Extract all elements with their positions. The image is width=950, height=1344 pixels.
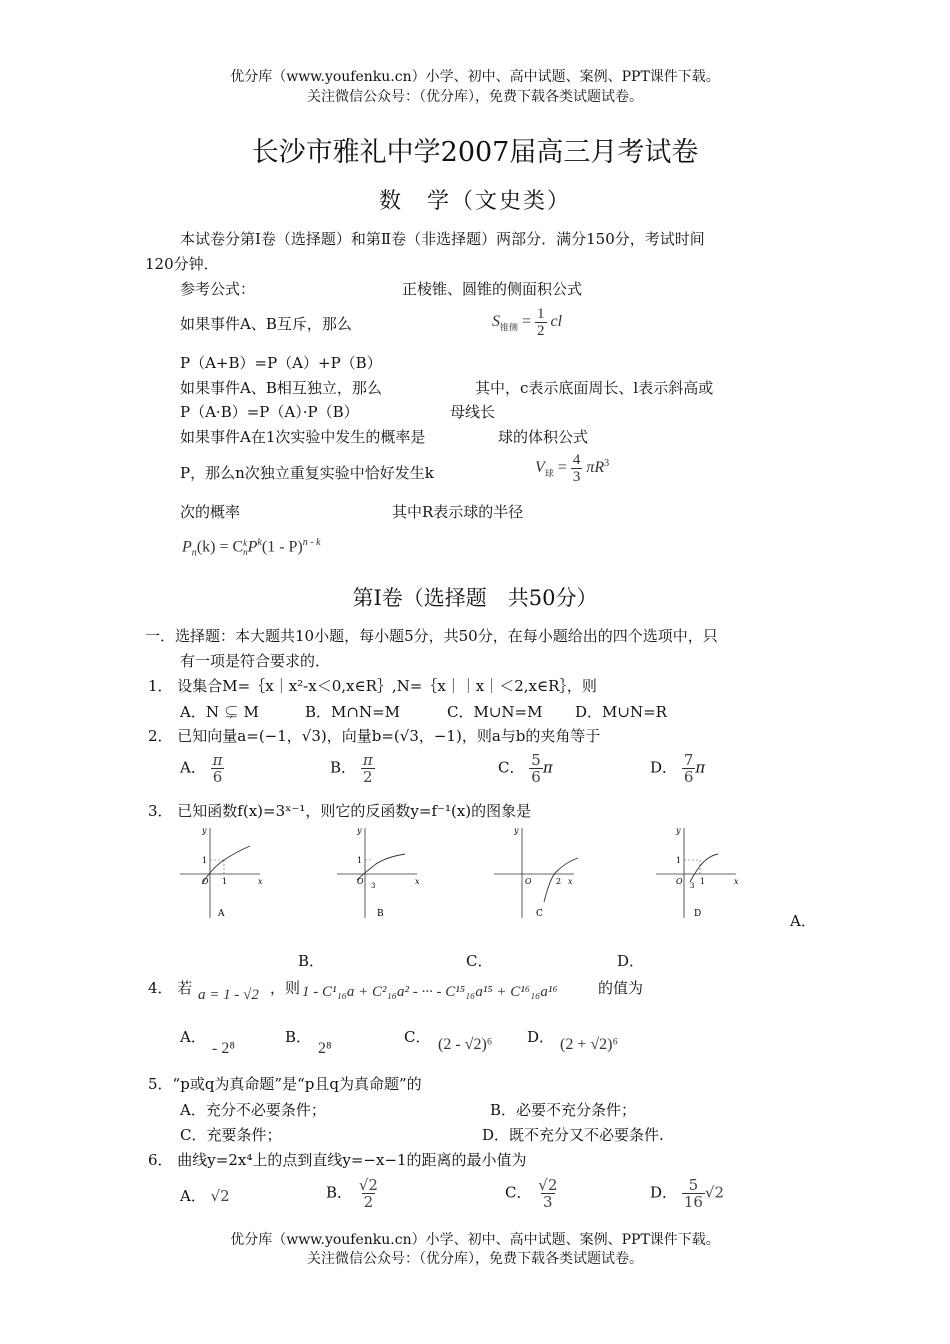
q3-graph-a: [178, 822, 268, 922]
q6-c-den: 3: [543, 1193, 553, 1211]
cone-formula: [492, 306, 562, 339]
q6-b-label: B．: [326, 1183, 353, 1202]
cone-fraction: [535, 306, 547, 339]
q6-c-num: √2: [538, 1176, 558, 1194]
sphere-title: 球的体积公式: [498, 428, 589, 446]
q5-option-a: A．充分不必要条件；: [180, 1101, 326, 1119]
q2-b-frac: [361, 752, 375, 785]
q2-option-c: [498, 752, 553, 785]
sphere-sub: 球: [544, 468, 554, 479]
graph-c-origin: O: [525, 877, 532, 886]
q4-b-value: 2⁸: [318, 1040, 332, 1057]
q1-option-d: D．M∪N=R: [575, 703, 667, 721]
cone-rhs: cl: [550, 313, 563, 331]
q5-option-b: B．必要不充分条件；: [490, 1101, 637, 1119]
q3-graph-d: [654, 822, 744, 922]
q2-a-num: π: [212, 751, 223, 769]
graph-b-origin: O: [357, 877, 364, 886]
q6-option-d: [650, 1177, 724, 1210]
binom-tail: (1 - P): [261, 538, 303, 556]
cone-eq: =: [522, 313, 532, 331]
q4-stem-mid: ，则: [270, 979, 301, 997]
cone-num: 1: [537, 306, 545, 322]
q6-a-value: √2: [210, 1187, 230, 1205]
graph-a-origin: O: [202, 877, 209, 886]
q3-option-c: C．: [466, 952, 493, 970]
graph-a-tick-1y: 1: [202, 856, 208, 865]
q3-graph-c: [492, 822, 582, 922]
graph-a-tick-1x: 1: [222, 877, 228, 886]
q2-a-frac: [211, 752, 225, 785]
binom-c-sup: k: [243, 537, 248, 548]
mutex-formula: P（A+B）=P（A）+P（B）: [180, 354, 382, 372]
q2-option-b: [330, 752, 375, 785]
binom-p2: P: [247, 538, 258, 556]
graph-c-y-label: y: [514, 826, 519, 835]
header-line-1: 优分库（www.youfenku.cn）小学、初中、高中试题、案例、PPT课件下载。: [230, 69, 720, 85]
section-1-heading: 第Ⅰ卷（选择题 共50分）: [352, 586, 598, 610]
cone-note-1: 其中，c表示底面周长、l表示斜高或: [475, 379, 714, 397]
q6-d-label: D．: [650, 1183, 678, 1202]
header-line-2: 关注微信公众号：（优分库），免费下载各类试题试卷。: [307, 89, 643, 105]
q4-b-label: B．: [285, 1028, 312, 1046]
cone-den: 2: [537, 323, 545, 339]
binomial-formula: [182, 537, 321, 559]
q3-option-a: A．: [790, 912, 816, 930]
q6-d-frac: [682, 1177, 705, 1210]
part1-line-1: 一．选择题：本大题共10小题，每小题5分，共50分，在每小题给出的四个选项中，只: [145, 627, 718, 645]
graph-a-y-label: y: [202, 826, 207, 835]
q1-stem: 1． 设集合M=｛x｜x²-x＜0,x∈R｝,N=｛x｜｜x｜＜2,x∈R｝，则: [148, 677, 597, 695]
q2-d-tail: π: [695, 758, 706, 777]
binom-p-sup: k: [257, 537, 262, 548]
q4-c-label: C．: [404, 1028, 431, 1046]
q2-a-label: A．: [180, 758, 206, 777]
q2-option-d: [650, 752, 705, 785]
intro-line-1: 本试卷分第Ⅰ卷（选择题）和第Ⅱ卷（非选择题）两部分．满分150分，考试时间: [180, 230, 705, 248]
footer-line-2: 关注微信公众号：（优分库），免费下载各类试题试卷。: [307, 1251, 643, 1267]
q2-c-frac: [529, 752, 543, 785]
q2-c-label: C．: [498, 758, 525, 777]
page-subtitle: 数 学（文史类）: [378, 189, 571, 214]
footer-line-1: 优分库（www.youfenku.cn）小学、初中、高中试题、案例、PPT课件下载。: [230, 1232, 720, 1248]
binom-rest: (k) = C: [196, 538, 244, 556]
q3-option-b: B．: [298, 952, 325, 970]
q2-b-num: π: [362, 751, 373, 769]
q6-option-a: [180, 1185, 230, 1206]
graph-b-label: B: [377, 909, 384, 919]
prob-text-2: P，那么n次独立重复实验中恰好发生k: [180, 464, 434, 482]
graph-d-y-label: y: [676, 826, 681, 835]
indep-formula: P（A·B）=P（A）·P（B）: [180, 403, 359, 421]
q4-d-value: (2 + √2)⁶: [560, 1036, 619, 1053]
graph-d-label: D: [694, 909, 702, 919]
q1-option-a: A．N ⊊ M: [180, 703, 259, 721]
q2-b-den: 2: [362, 768, 373, 786]
indep-text: 如果事件A、B相互独立，那么: [180, 379, 382, 397]
q2-d-label: D．: [650, 758, 678, 777]
binom-tail-sup: n - k: [302, 537, 321, 548]
sphere-den: 3: [572, 469, 581, 485]
q6-b-num: √2: [358, 1176, 378, 1194]
q2-d-frac: [682, 752, 696, 785]
q6-d-tail: √2: [704, 1183, 725, 1202]
sphere-num: 4: [572, 452, 581, 468]
graph-b-y-label: y: [357, 826, 362, 835]
q6-stem: 6． 曲线y=2x⁴上的点到直线y=−x−1的距离的最小值为: [148, 1151, 527, 1169]
graph-b-x-label: x: [415, 877, 420, 886]
reference-label: 参考公式：: [180, 280, 256, 298]
cone-lhs: S: [492, 313, 500, 331]
q2-d-num: 7: [683, 751, 694, 769]
q4-d-label: D．: [527, 1028, 555, 1046]
sphere-note: 其中R表示球的半径: [392, 503, 524, 521]
intro-line-2: 120分钟．: [145, 255, 219, 273]
q4-expression: 1 - C¹₁₆a + C²₁₆a² - ··· - C¹⁵₁₆a¹⁵ + C¹⁶₁₆a¹⁶: [302, 984, 558, 1000]
q2-stem: 2． 已知向量a=(−1，√3)，向量b=(√3，−1)，则a与b的夹角等于: [148, 727, 601, 745]
q4-a-label: A．: [180, 1028, 206, 1046]
q6-b-den: 2: [363, 1193, 374, 1211]
graph-c-x-label: x: [568, 877, 573, 886]
q6-d-num: 5: [688, 1176, 699, 1194]
q2-d-den: 6: [683, 768, 694, 786]
q6-c-label: C．: [505, 1183, 532, 1202]
graph-d-tick-1y: 1: [676, 856, 682, 865]
q6-c-frac: [536, 1177, 559, 1210]
q3-option-d: D．: [617, 952, 645, 970]
graph-a-label: A: [218, 909, 225, 919]
q6-option-c: [505, 1177, 559, 1210]
binom-p: P: [182, 538, 192, 556]
graph-c-label: C: [536, 909, 543, 919]
q4-a-value: - 2⁸: [212, 1040, 235, 1057]
part1-line-2: 有一项是符合要求的．: [180, 652, 331, 670]
sphere-eq: =: [557, 459, 567, 477]
q2-a-den: 6: [212, 768, 223, 786]
q6-option-b: [326, 1177, 380, 1210]
mutex-text: 如果事件A、B互斥，那么: [180, 315, 352, 333]
q6-a-label: A．: [180, 1187, 206, 1205]
q2-c-tail: π: [542, 758, 553, 777]
sphere-exp: 3: [604, 457, 610, 469]
graph-c-tick-2: 2: [556, 877, 562, 886]
cone-title: 正棱锥、圆锥的侧面积公式: [402, 280, 583, 298]
sphere-lhs: V: [535, 459, 545, 477]
q6-d-den: 16: [683, 1193, 703, 1211]
q3-stem: 3． 已知函数f(x)=3ˣ⁻¹，则它的反函数y=f⁻¹(x)的图象是: [148, 802, 532, 820]
q1-option-c: C．M∪N=M: [447, 703, 543, 721]
graph-d-origin: O: [676, 877, 683, 886]
q4-stem-post: 的值为: [598, 979, 644, 997]
q4-c-value: (2 - √2)⁶: [438, 1036, 493, 1053]
q2-c-den: 6: [531, 768, 541, 786]
q2-c-num: 5: [531, 751, 541, 769]
q4-condition: a = 1 - √2: [198, 987, 259, 1003]
graph-b-tick-1y: 1: [357, 856, 363, 865]
prob-text-3: 次的概率: [180, 503, 241, 521]
q4-stem-pre: 4． 若: [148, 979, 193, 997]
graph-b-curve: [357, 854, 405, 880]
q1-option-b: B．M∩N=M: [305, 703, 401, 721]
sphere-formula: [535, 452, 609, 485]
graph-d-x-label: x: [734, 877, 739, 886]
q2-option-a: [180, 752, 224, 785]
q6-b-frac: [357, 1177, 380, 1210]
graph-a-x-label: x: [258, 877, 263, 886]
page-title: 长沙市雅礼中学2007届高三月考试卷: [251, 137, 699, 168]
sphere-rhs: πR: [586, 459, 605, 477]
q5-option-c: C．充要条件；: [180, 1126, 282, 1144]
graph-d-tick-1x: 1: [700, 877, 706, 886]
binom-c-sub: n: [243, 546, 248, 557]
graph-d-tick-3: 3: [690, 882, 695, 890]
cone-note-2: 母线长: [450, 403, 496, 421]
q3-graph-b: [335, 822, 425, 922]
graph-b-tick-3: 3: [371, 882, 376, 890]
prob-text-1: 如果事件A在1次实验中发生的概率是: [180, 428, 426, 446]
q5-option-d: D．既不充分又不必要条件.: [482, 1126, 664, 1144]
cone-sub: 锥侧: [500, 322, 519, 333]
q5-stem: 5．“p或q为真命题”是“p且q为真命题”的: [148, 1075, 422, 1093]
binom-sub: n: [191, 547, 197, 559]
q2-b-label: B．: [330, 758, 357, 777]
sphere-fraction: [571, 452, 583, 485]
